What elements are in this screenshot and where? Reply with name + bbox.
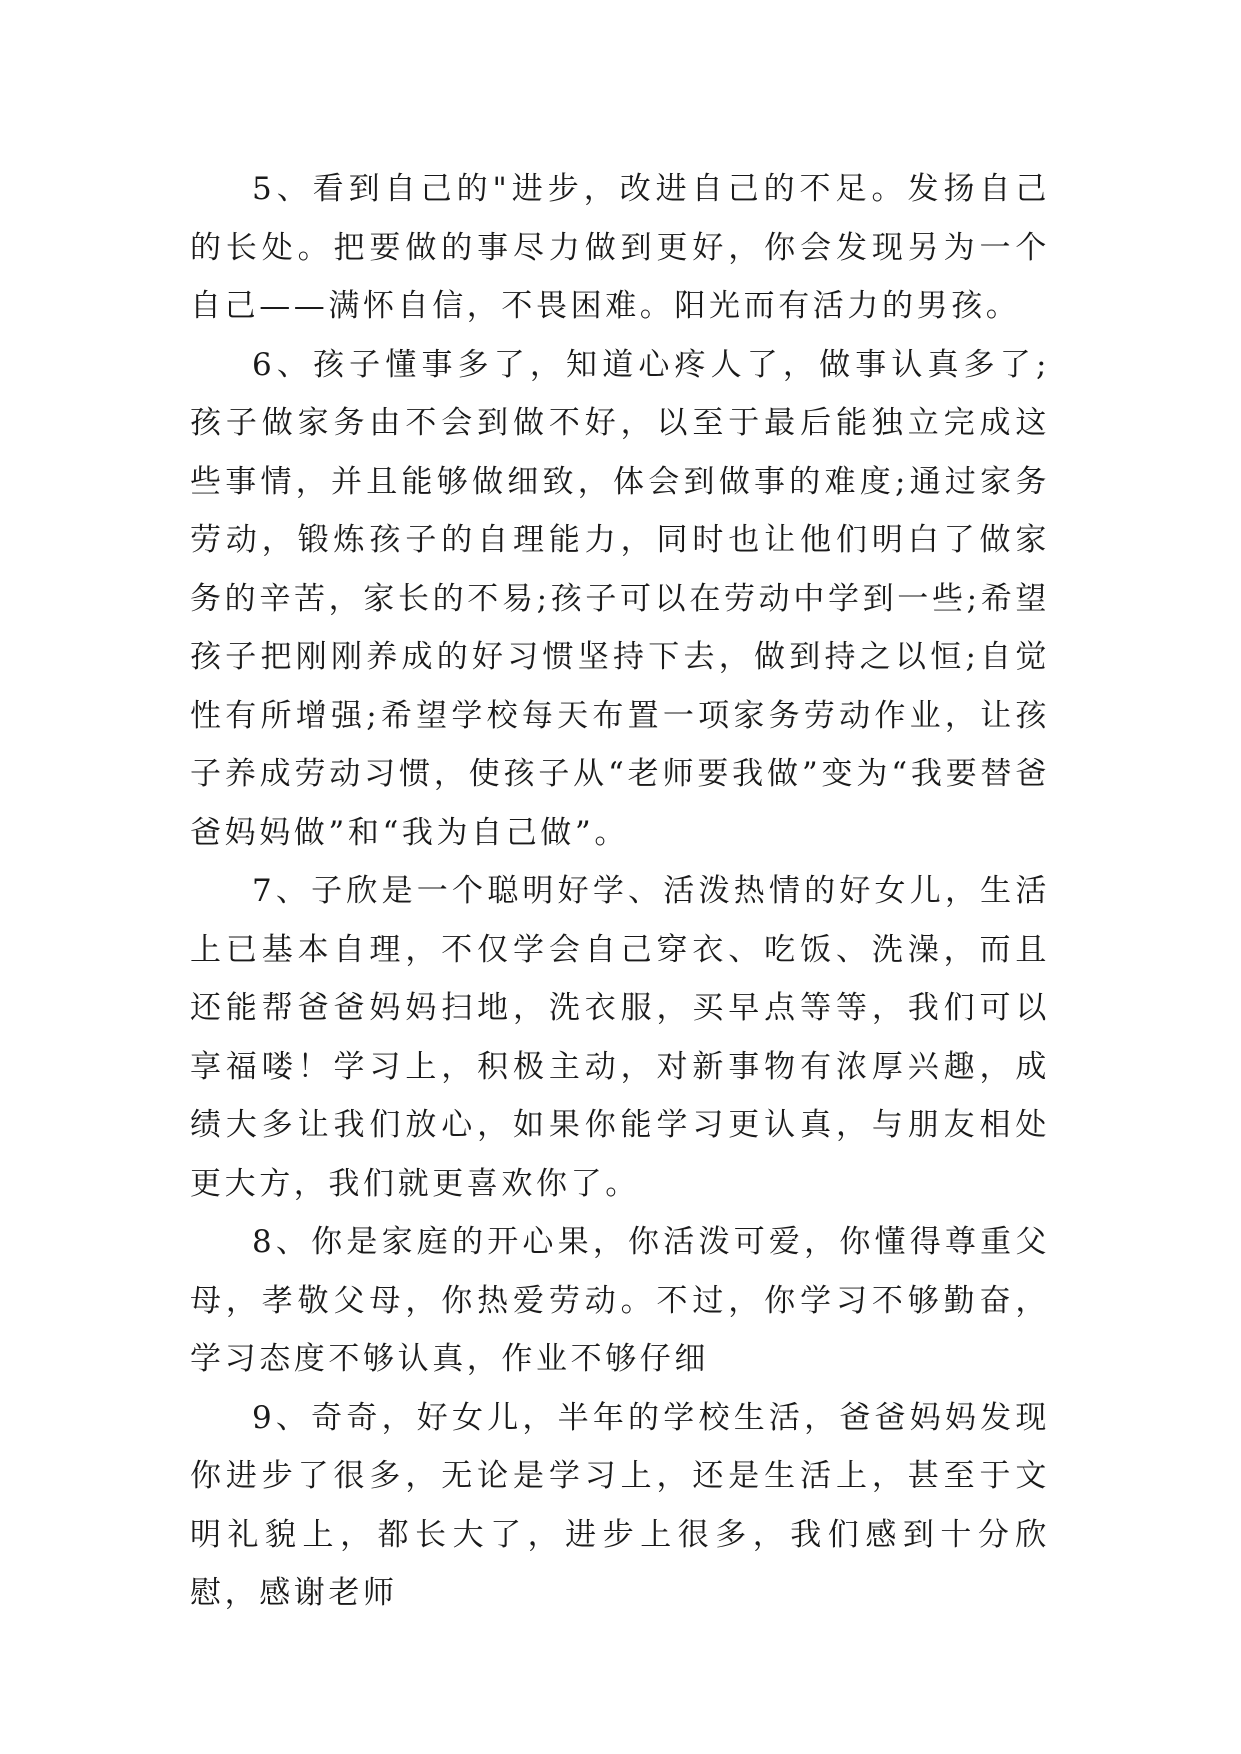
document-body: [190, 160, 1050, 1623]
paragraph-7: 7、子欣是一个聪明好学、活泼热情的好女儿，生活上已基本自理，不仅学会自己穿衣、吃饭、洗澡，而且还能帮爸爸妈妈扫地，洗衣服，买早点等等，我们可以享福喽！学习上，积极主动，对新事物有浓厚兴趣，成绩大多让我们放心，如果你能学习更认真，与朋友相处更大方，我们就更喜欢你了。: [190, 873, 1050, 1202]
paragraph-6: 6、孩子懂事多了，知道心疼人了，做事认真多了;孩子做家务由不会到做不好，以至于最后能独立完成这些事情，并且能够做细致，体会到做事的难度;通过家务劳动，锻炼孩子的自理能力，同时也让他们明白了做家务的辛苦，家长的不易;孩子可以在劳动中学到一些;希望孩子把刚刚养成的好习惯坚持下去，做到持之以恒;自觉性有所增强;希望学校每天布置一项家务劳动作业，让孩子养成劳动习惯，使孩子从“老师要我做”变为“我要替爸爸妈妈做”和“我为自己做”。: [190, 346, 1050, 851]
paragraph-9: 9、奇奇，好女儿，半年的学校生活，爸爸妈妈发现你进步了很多，无论是学习上，还是生活上，甚至于文明礼貌上，都长大了，进步上很多，我们感到十分欣慰，感谢老师: [190, 1399, 1050, 1611]
paragraph-8: 8、你是家庭的开心果，你活泼可爱，你懂得尊重父母，孝敬父母，你热爱劳动。不过，你学习不够勤奋，学习态度不够认真，作业不够仔细: [190, 1224, 1050, 1377]
paragraph-5: 5、看到自己的"进步，改进自己的不足。发扬自己的长处。把要做的事尽力做到更好，你会发现另为一个自己——满怀自信，不畏困难。阳光而有活力的男孩。: [190, 171, 1050, 324]
